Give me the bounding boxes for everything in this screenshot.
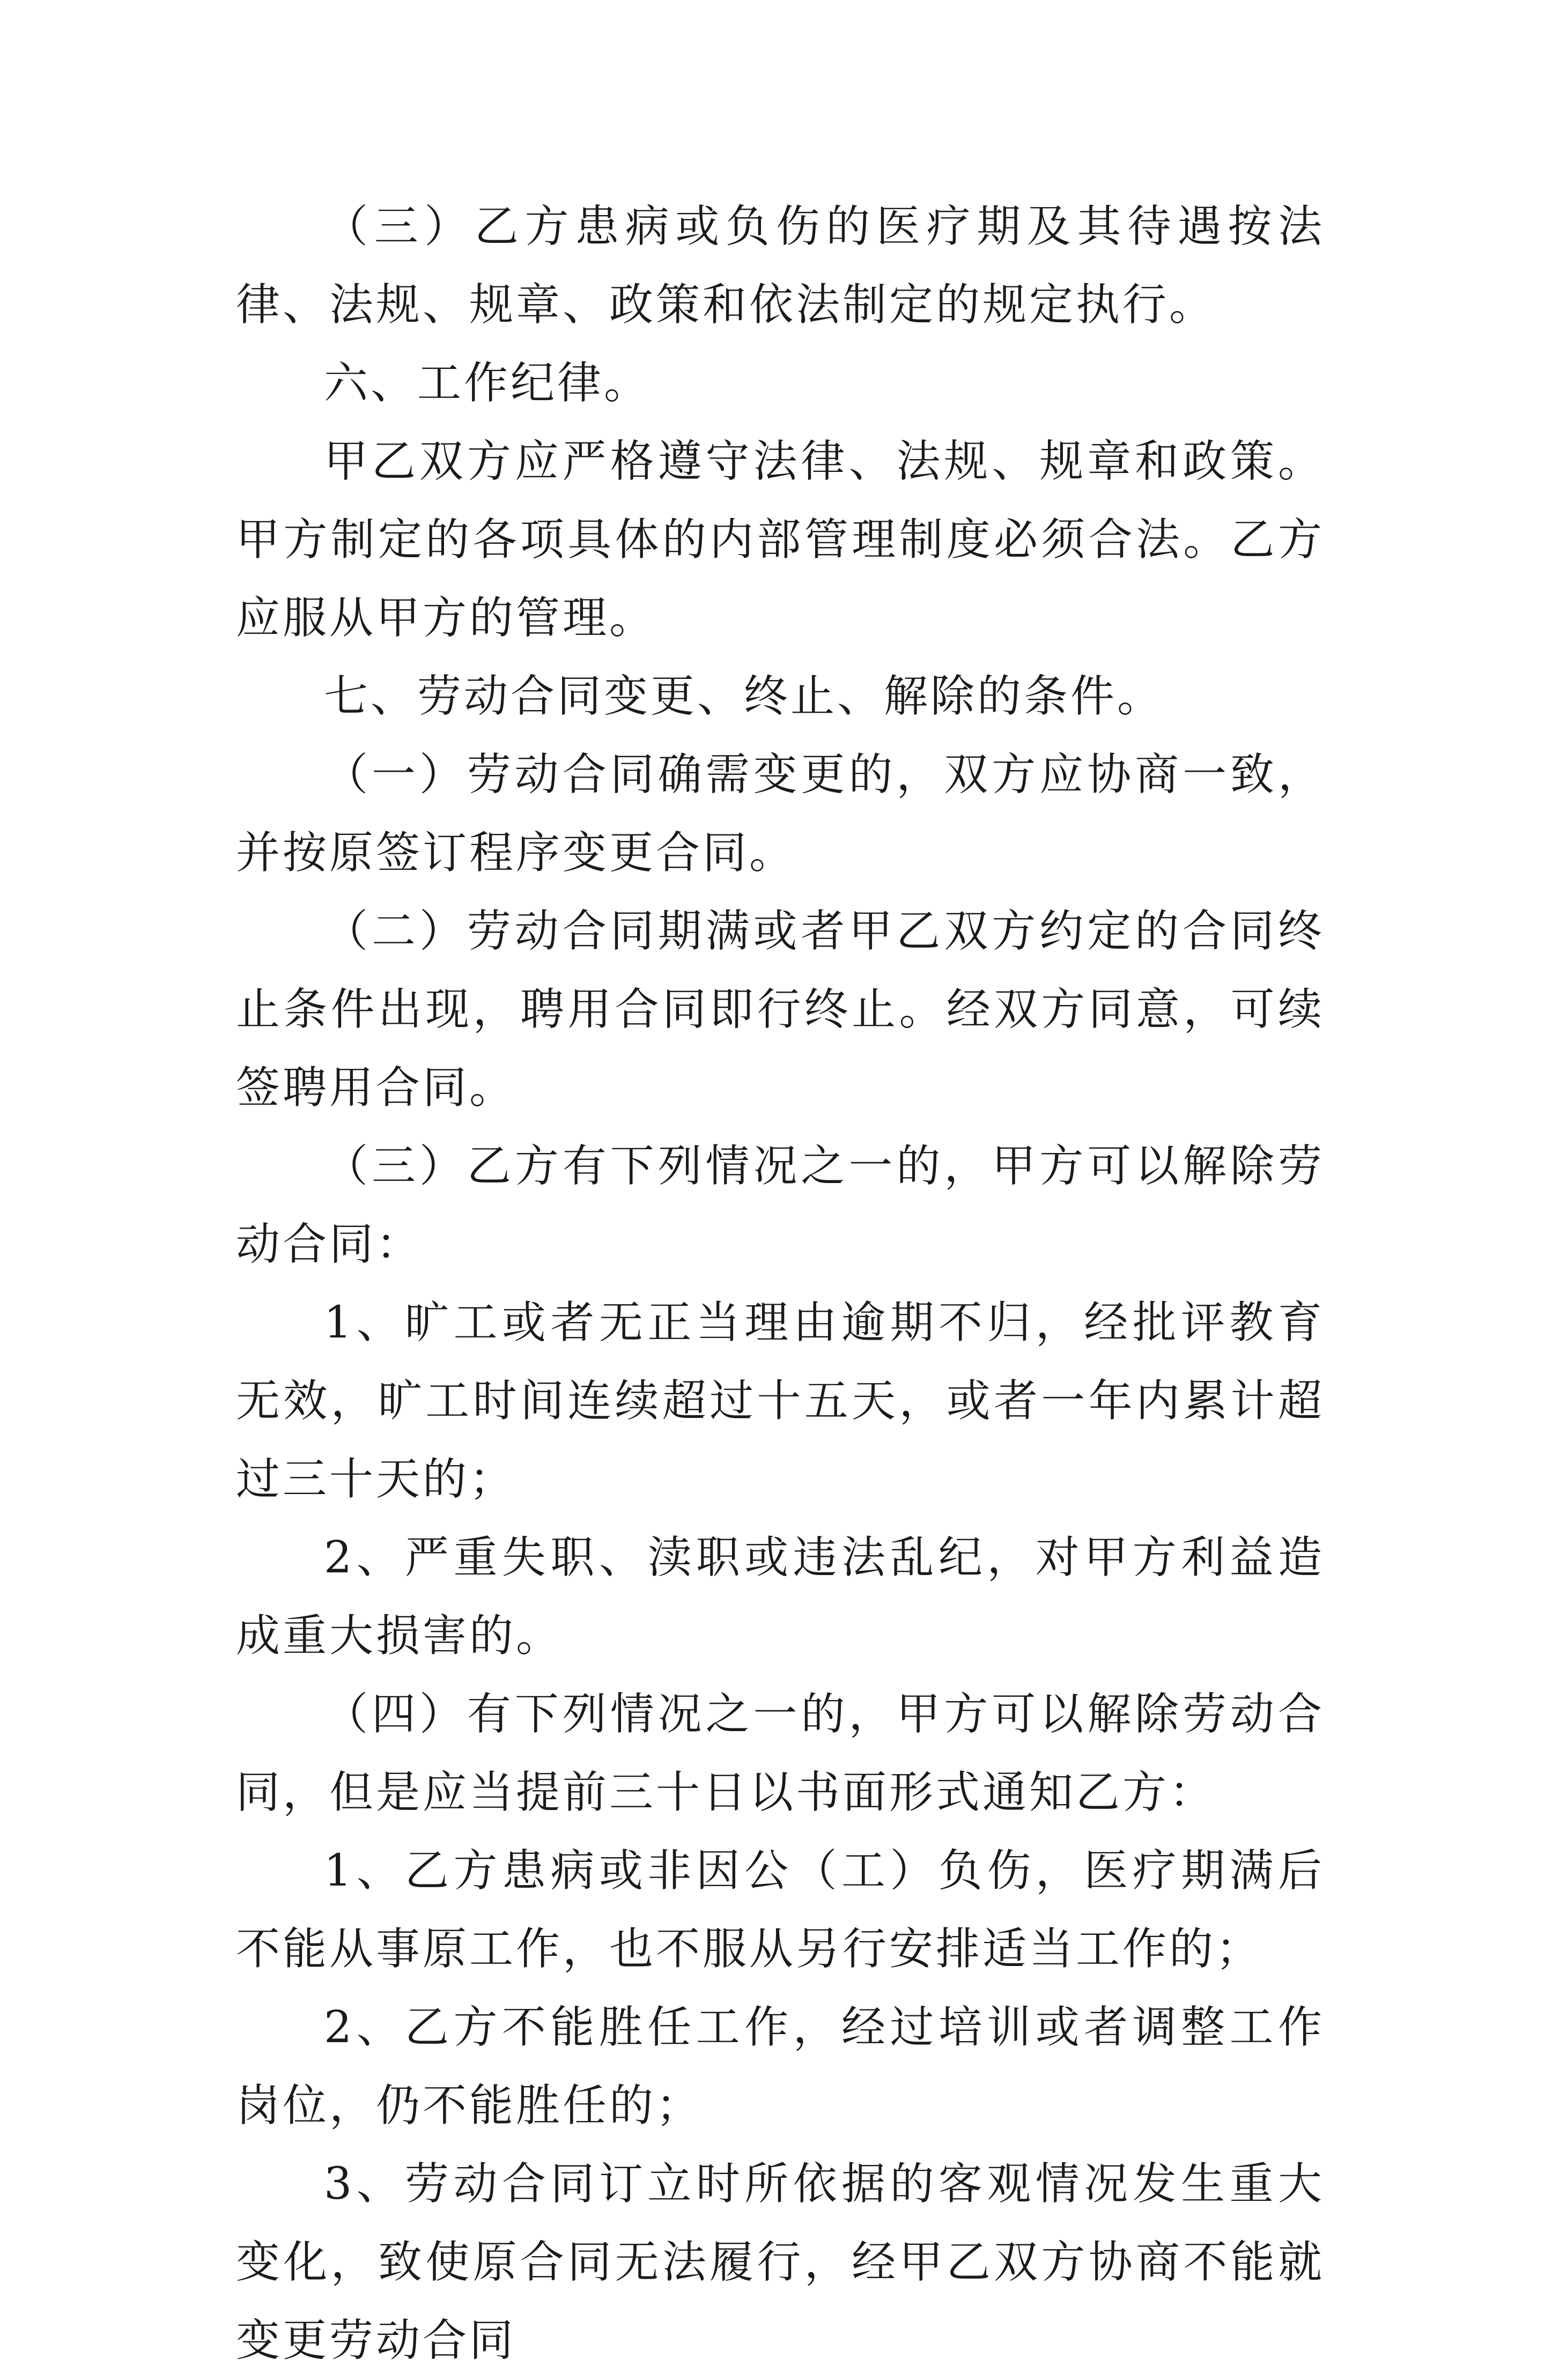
paragraph-medical-period: （三）乙方患病或负伤的医疗期及其待遇按法律、法规、规章、政策和依法制定的规定执行。: [236, 201, 1325, 330]
list-item-absence: 1、旷工或者无正当理由逾期不归，经批评教育无效，旷工时间连续超过十五天，或者一年内累计超过三十天的；: [236, 1297, 1325, 1505]
list-item-misconduct: 2、严重失职、渎职或违法乱纪，对甲方利益造成重大损害的。: [236, 1532, 1325, 1661]
document-body: [236, 188, 1325, 2380]
section-heading-work-discipline: 六、工作纪律。: [324, 358, 651, 409]
list-item-circumstances: 3、劳动合同订立时所依据的客观情况发生重大变化，致使原合同无法履行，经甲乙双方协商不能就变更劳动合同: [236, 2159, 1325, 2366]
section-heading-contract-change: 七、劳动合同变更、终止、解除的条件。: [324, 671, 1164, 722]
paragraph-clause-1: （一）劳动合同确需变更的，双方应协商一致，并按原签订程序变更合同。: [236, 749, 1325, 878]
paragraph-clause-3: （三）乙方有下列情况之一的，甲方可以解除劳动合同：: [236, 1141, 1325, 1270]
list-item-illness: 1、乙方患病或非因公（工）负伤，医疗期满后不能从事原工作，也不服从另行安排适当工作的；: [236, 1845, 1325, 1975]
paragraph-discipline: 甲乙双方应严格遵守法律、法规、规章和政策。甲方制定的各项具体的内部管理制度必须合法。乙方应服从甲方的管理。: [236, 436, 1325, 644]
list-item-incompetence: 2、乙方不能胜任工作，经过培训或者调整工作岗位，仍不能胜任的；: [236, 2002, 1325, 2131]
paragraph-clause-2: （二）劳动合同期满或者甲乙双方约定的合同终止条件出现，聘用合同即行终止。经双方同意，可续签聘用合同。: [236, 906, 1325, 1113]
paragraph-clause-4: （四）有下列情况之一的，甲方可以解除劳动合同，但是应当提前三十日以书面形式通知乙方：: [236, 1689, 1325, 1818]
